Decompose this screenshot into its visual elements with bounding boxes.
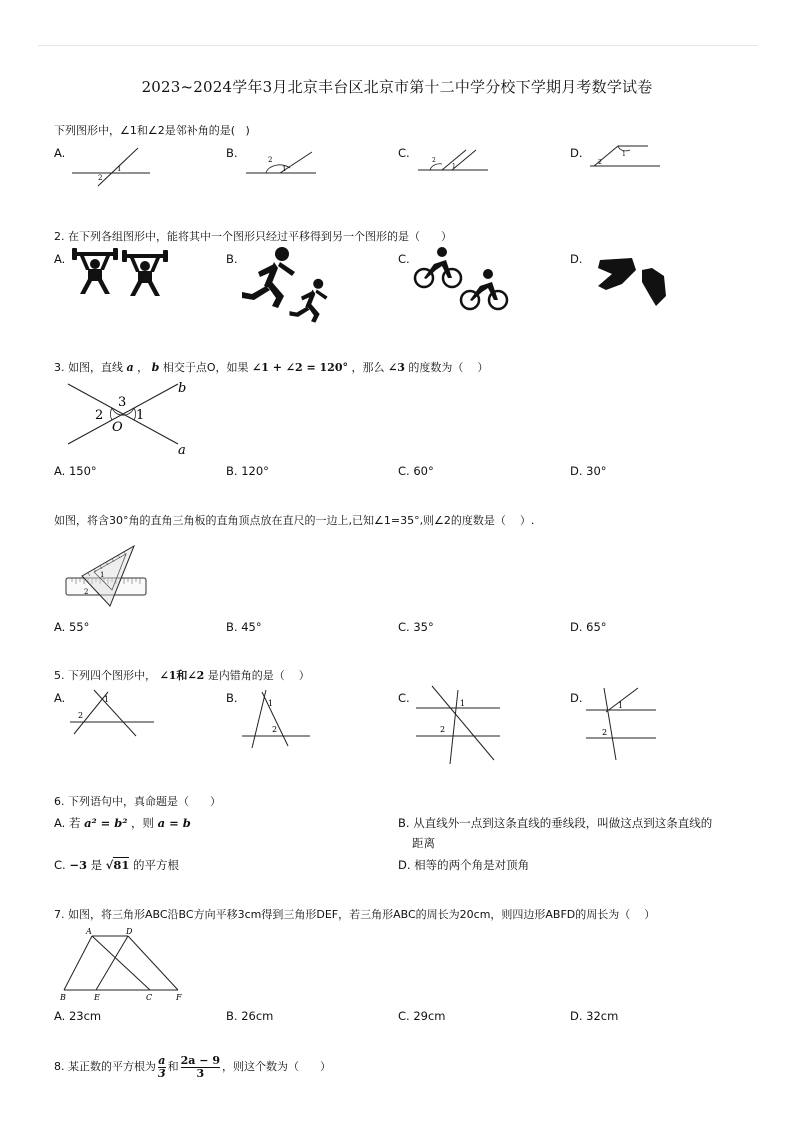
q5-figure-b: [238, 688, 316, 750]
q2-shape-icons: [592, 256, 672, 308]
q5c-label-2: 2: [440, 725, 446, 734]
question-6-stem: 6. 下列语句中，真命题是（ ）: [54, 795, 221, 808]
q1c-label-2: 2: [432, 157, 436, 164]
q3-stem-post: ，那么: [351, 361, 385, 374]
q5-figure-c: [412, 684, 504, 766]
q3-stem-mid2: 相交于点O，如果: [162, 361, 249, 374]
q4-option-a[interactable]: A. 55°: [54, 620, 90, 634]
question-3-stem: [54, 361, 488, 375]
q7-figure: [54, 924, 194, 1004]
q5d-label-1: 1: [618, 701, 624, 710]
q5-stem-angles: ∠1和∠2: [159, 669, 205, 682]
q2-option-b[interactable]: B.: [226, 252, 238, 266]
q3-figure: [54, 378, 204, 460]
q5a-label-2: 2: [78, 711, 84, 720]
q3-label-2: 2: [95, 408, 104, 423]
q1-figure-c: [416, 146, 496, 181]
q5-option-d[interactable]: D.: [570, 691, 583, 705]
q8-stem-pre: 8. 某正数的平方根为: [54, 1060, 156, 1073]
q7-label-a: A: [86, 927, 92, 936]
q4-figure: [64, 542, 150, 610]
q6c-radicand: 81: [113, 858, 130, 872]
question-7-stem: 7. 如图，将三角形ABC沿BC方向平移3cm得到三角形DEF，若三角形ABC的周长为20cm，则四边形ABFD的周长为（ ）: [54, 908, 656, 921]
q6c-expr: −3: [69, 858, 87, 872]
q6a-pre: A. 若: [54, 816, 81, 830]
q7-option-b[interactable]: B. 26cm: [226, 1009, 274, 1023]
q3-label-o: O: [112, 420, 123, 435]
q1-option-d[interactable]: D.: [570, 146, 583, 160]
q1-option-c[interactable]: C.: [398, 146, 410, 160]
q5a-label-1: 1: [104, 695, 110, 704]
q6c-pre: C.: [54, 858, 70, 872]
q6-option-d[interactable]: D. 相等的两个角是对顶角: [398, 858, 530, 872]
q8-frac2-den: 3: [181, 1067, 220, 1080]
q7-option-a[interactable]: A. 23cm: [54, 1009, 102, 1023]
q6-option-a[interactable]: [54, 816, 191, 830]
q1-figure-b: [244, 146, 324, 181]
q5-option-b[interactable]: B.: [226, 691, 238, 705]
q7-label-c: C: [146, 993, 153, 1002]
q1a-label-2: 2: [98, 174, 103, 182]
q3-stem-mid: ，: [137, 361, 149, 374]
q1d-label-2: 2: [598, 159, 602, 166]
q4-option-d[interactable]: D. 65°: [570, 620, 607, 634]
q3-stem-end: 的度数为（ ）: [408, 361, 489, 374]
q3-stem-angle: ∠3: [387, 361, 405, 374]
q4-option-c[interactable]: C. 35°: [398, 620, 434, 634]
q6a-expr2: a = b: [157, 816, 191, 830]
q8-frac1-num: a: [158, 1053, 166, 1067]
q5-stem-post: 是内错角的是（ ）: [207, 669, 310, 682]
q1b-label-1: 1: [282, 165, 287, 173]
q3-option-b[interactable]: B. 120°: [226, 464, 269, 478]
q2-runner-icons: [240, 246, 340, 332]
q5b-label-2: 2: [272, 725, 278, 734]
q6c-post: 的平方根: [133, 858, 180, 872]
q2-weightlifter-icons: [70, 248, 170, 296]
q1c-label-1: 1: [452, 163, 456, 170]
q6a-mid: ，则: [131, 816, 155, 830]
q3-stem-expr: ∠1 + ∠2 = 120°: [252, 361, 348, 374]
q5b-label-1: 1: [268, 699, 274, 708]
q7-label-b: B: [60, 993, 66, 1002]
q5-option-c[interactable]: C.: [398, 691, 410, 705]
q6-option-c[interactable]: [54, 858, 179, 872]
q2-cyclist-icons: [412, 246, 512, 312]
question-4-stem: 如图，将含30°角的直角三角板的直角顶点放在直尺的一边上,已知∠1=35°,则∠2的度数是（ ）.: [54, 514, 535, 527]
q8-stem-post: ，则这个数为（ ）: [221, 1060, 331, 1073]
q7-label-e: E: [94, 993, 100, 1002]
q8-fraction-2: [181, 1055, 220, 1080]
header-rule: [38, 45, 758, 46]
q1-option-b[interactable]: B.: [226, 146, 238, 160]
q7-label-f: F: [176, 993, 182, 1002]
q7-label-d: D: [126, 927, 133, 936]
q3-label-1: 1: [136, 408, 145, 423]
q2-option-d[interactable]: D.: [570, 252, 583, 266]
q1-figure-d: [588, 142, 668, 177]
q1-option-a[interactable]: A.: [54, 146, 66, 160]
q3-option-d[interactable]: D. 30°: [570, 464, 607, 478]
q6c-mid: 是: [90, 858, 103, 872]
q6b-line2: 距离: [412, 836, 435, 850]
page-title: 2023~2024学年3月北京丰台区北京市第十二中学分校下学期月考数学试卷: [141, 78, 653, 96]
q8-frac2-num: 2a − 9: [180, 1053, 220, 1067]
q3-stem-b: b: [151, 361, 160, 374]
q6-option-b[interactable]: [398, 816, 738, 850]
q8-fraction-1: [158, 1055, 166, 1080]
q5c-label-1: 1: [460, 699, 466, 708]
question-2-stem: 2. 在下列各组图形中，能将其中一个图形只经过平移得到另一个图形的是（ ）: [54, 230, 452, 243]
q1d-label-1: 1: [622, 151, 626, 158]
q4-label-1: 1: [100, 571, 105, 579]
q1a-label-1: 1: [117, 165, 122, 173]
question-1-stem: 下列图形中，∠1和∠2是邻补角的是( ): [54, 124, 250, 137]
q4-label-2: 2: [84, 588, 89, 596]
q3-label-b: b: [178, 381, 187, 396]
q7-option-c[interactable]: C. 29cm: [398, 1009, 446, 1023]
q5-stem-pre: 5. 下列四个图形中，: [54, 669, 156, 682]
q1b-label-2: 2: [268, 156, 273, 164]
q3-label-a: a: [178, 443, 186, 458]
q5d-label-2: 2: [602, 728, 608, 737]
q5-option-a[interactable]: A.: [54, 691, 66, 705]
q3-option-c[interactable]: C. 60°: [398, 464, 434, 478]
q8-stem-mid: 和: [167, 1060, 179, 1073]
q6c-sqrt-sign: √: [105, 858, 114, 872]
q8-frac1-den: 3: [158, 1066, 166, 1080]
q2-option-a[interactable]: A.: [54, 252, 66, 266]
q3-stem-a: a: [126, 361, 134, 374]
q3-option-a[interactable]: A. 150°: [54, 464, 97, 478]
q6b-line1: B. 从直线外一点到这条直线的垂线段，叫做这点到这条直线的: [398, 816, 713, 830]
question-8-stem: [54, 1052, 331, 1082]
q4-option-b[interactable]: B. 45°: [226, 620, 262, 634]
q3-stem-pre: 3. 如图，直线: [54, 361, 123, 374]
q5-figure-d: [582, 684, 662, 766]
q2-option-c[interactable]: C.: [398, 252, 410, 266]
q6a-expr: a² = b²: [84, 816, 128, 830]
q1-figure-a: [70, 142, 160, 187]
q3-label-3: 3: [118, 395, 127, 410]
q5-figure-a: [66, 688, 158, 738]
question-5-stem: [54, 669, 310, 683]
q7-option-d[interactable]: D. 32cm: [570, 1009, 619, 1023]
